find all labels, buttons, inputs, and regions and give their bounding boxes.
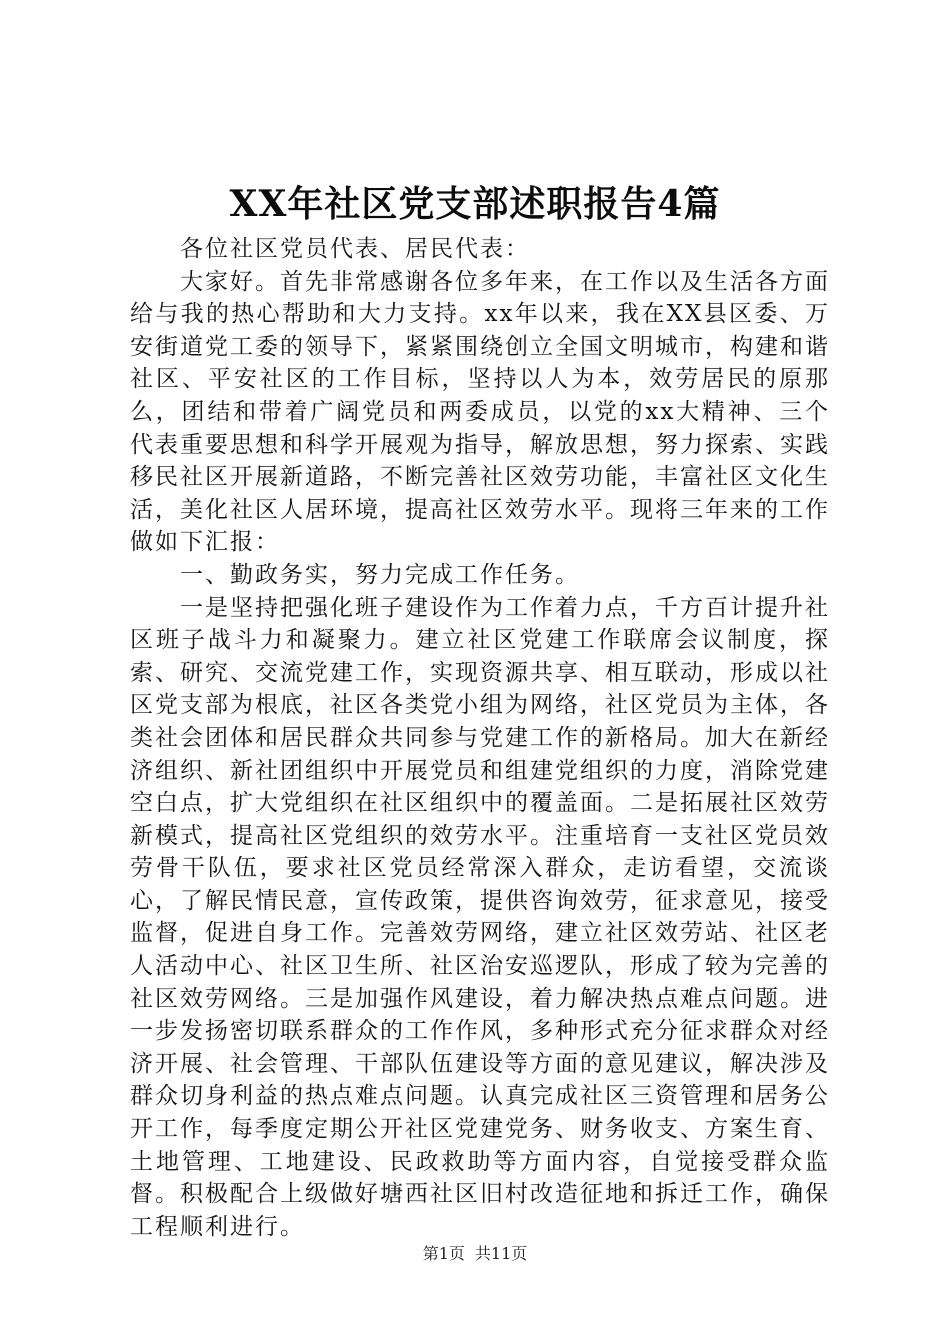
intro-paragraph: 大家好。首先非常感谢各位多年来，在工作以及生活各方面给与我的热心帮助和大力支持。xx年以来，我在XX县区委、万安街道党工委的领导下，紧紧围绕创立全国文明城市，构建和谐社区、平安社区的工作目标，坚持以人为本，效劳居民的原那么，团结和带着广阔党员和两委成员，以党的xx大精神、三个代表重要思想和科学开展观为指导，解放思想，努力探索、实践移民社区开展新道路，不断完善社区效劳功能，丰富社区文化生活，美化社区人居环境，提高社区效劳水平。现将三年来的工作做如下汇报： <box>130 268 830 556</box>
salutation-paragraph: 各位社区党员代表、居民代表： <box>180 236 530 262</box>
document-body <box>130 233 830 1243</box>
section-heading-paragraph: 一、勤政务实，努力完成工作任务。 <box>180 561 580 588</box>
page-footer <box>0 1244 950 1264</box>
page-total: 共11页 <box>474 1244 528 1263</box>
work-details-paragraph: 一是坚持把强化班子建设作为工作着力点，千方百计提升社区班子战斗力和凝聚力。建立社区党建工作联席会议制度，探索、研究、交流党建工作，实现资源共享、相互联动，形成以社区党支部为根底，社区各类党小组为网络，社区党员为主体，各类社会团体和居民群众共同参与党建工作的新格局。加大在新经济组织、新社团组织中开展党员和组建党组织的力度，消除党建空白点，扩大党组织在社区组织中的覆盖面。二是拓展社区效劳新模式，提高社区党组织的效劳水平。注重培育一支社区党员效劳骨干队伍，要求社区党员经常深入群众，走访看望，交流谈心，了解民情民意，宣传政策，提供咨询效劳，征求意见，接受监督，促进自身工作。完善效劳网络，建立社区效劳站、社区老人活动中心、社区卫生所、社区治安巡逻队，形成了较为完善的社区效劳网络。三是加强作风建设，着力解决热点难点问题。进一步发扬密切联系群众的工作作风，多种形式充分征求群众对经济开展、社会管理、干部队伍建设等方面的意见建议，解决涉及群众切身利益的热点难点问题。认真完成社区三资管理和居务公开工作，每季度定期公开社区党建党务、财务收支、方案生育、土地管理、工地建设、民政救助等方面内容，自觉接受群众监督。积极配合上级做好塘西社区旧村改造征地和拆迁工作，确保工程顺利进行。 <box>130 594 830 1240</box>
document-title: XX年社区党支部述职报告4篇 <box>229 183 721 226</box>
page-number: 第1页 <box>422 1244 465 1263</box>
